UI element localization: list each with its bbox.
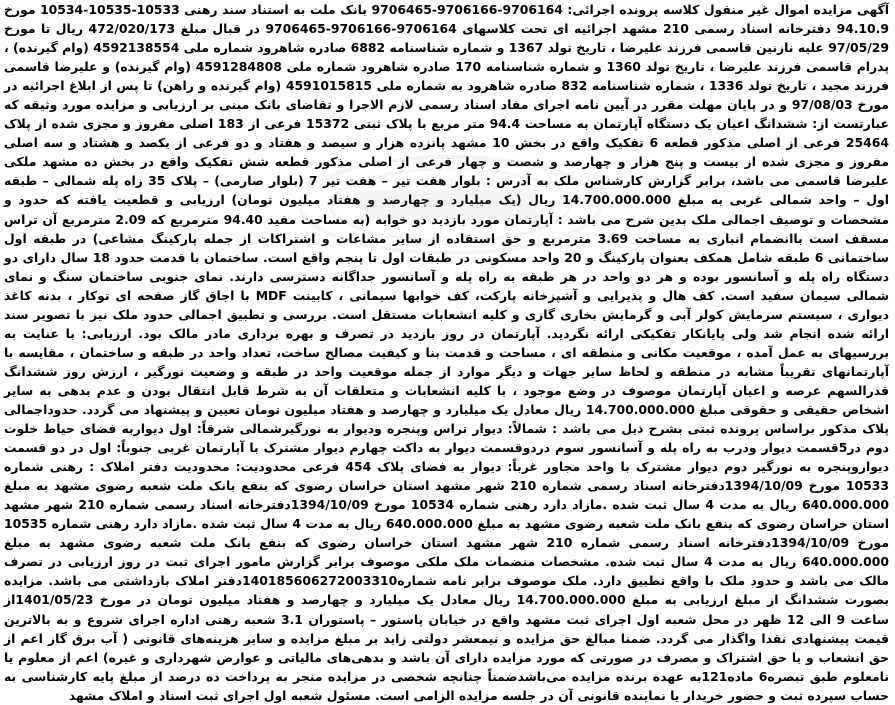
notice-body-text: آگهی مزایده اموال غیر منقول کلاسه پرونده اجرائی: 9706164-9706166-9706465 بانک ملت به استناد سند رهنی 10533-10535-10534 مورخ 94.10.9 دفترخانه اسناد رسمی 210 مشهد اجرائیه ای تحت کلاسهای 9706164-9706166-9706465 در قبال مبلغ 472/020/173 ریال تا مورخ 97/05/29 علیه نازنین قاسمی فرزند علیرضا ، تاریخ تولد 1367 و شماره شناسنامه 6882 صادره شاهرود شماره ملی 4592138554 (وام گیرنده) ، پدرام قاسمی فرزند علیرضا ، تاریخ تولد 1360 و شماره شناسنامه 170 صادره شاهرود شماره ملی 4591284808 (وام گیرنده) و علیرضا قاسمی فرزند مجید ، تاریخ تولد 1336 ، شماره شناسنامه 832 صادره شاهرود به شماره ملی 4591015815 (وام گیرنده و راهن) تا پس از ابلاغ اجرائیه در مورخ 97/08/03 و در پایان مهلت مقرر در آیین نامه اجرای مفاد اسناد رسمی لازم الاجرا و تقاضای بانک مبنی بر ارزیابی و مزایده مورد وثیقه که عبارتست از: ششدانگ اعیان یک دستگاه آپارتمان به مساحت 94.4 متر مربع با پلاک ثبتی 15372 فرعی از 183 اصلی مفروز و مجزی شده از پلاک 25464 فرعی از اصلی مذکور قطعه 6 تفکیک واقع در بخش 10 مشهد پانزده هزار و سیصد و هفتاد و دو فرعی از یکصد و هشتاد و سه اصلی مفروز و مجزی شده از بیست و پنج هزار و چهارصد و شصت و چهار فرعی از اصلی مذکور قطعه شش تفکیک واقع در بخش ده مشهد ملکی علیرضا قاسمی می باشد، برابر گزارش کارشناس ملک به آدرس : بلوار هفت تیر – هفت تیر 7 (بلوار صارمی) – پلاک 35 زاه پله شمالی – طبقه اول – واحد شمالی غربی به مبلغ 14.700.000.000 ریال (یک میلیارد و چهارصد و هفتاد میلیون تومان) ارزیابی و قطعیت یافته که حدود و مشخصات و توصیف اجمالی ملک بدین شرح می باشد : آپارتمان مورد بازدید دو خوابه (به مساحت مفید 94.40 مترمربع که 2.09 مترمربع آن تراس مسقف است باانضمام انباری به مساحت 3.69 مترمربع و حق استفاده از سایر مشاعات و اشتراکات از جمله پارکینگ مشاعی) در طبقه اول ساختمانی 6 طبقه شامل همکف بعنوان پارکینگ و 20 واحد مسکونی در طبقات اول تا پنجم واقع است. ساختمان با قدمت حدود 18 سال دارای دو دستگاه راه پله و آسانسور بوده و هر دو واحد در هر طبقه به راه پله و آسانسور جداگانه دسترسی دارند. نمای جنوبی ساختمان سنگ و نمای شمالی سیمان سفید است. کف هال و پذیرایی و آشپزخانه پارکت، کف خوابها سیمانی ، کابینت MDF با اجاق گاز صفحه ای توکار ، بدنه کاغذ دیواری ، سیستم سرمایش کولر آبی و گرمایش بخاری گازی و کلیه انشعابات مستقل است. بررسی و تطبیق اجمالی حدود ملک نیز با تصویر سند ارائه شده انجام شد ولی پایانکار تفکیکی ارائه نگردید. آپارتمان در روز بازدید در تصرف و بهره برداری مادر مالک بود. ارزیابی: با عنایت به بررسیهای به عمل آمده ، موقعیت مکانی و منطقه ای ، مساحت و قدمت بنا و کیفیت مصالح ساخت، تعداد واحد در طبقه و ساختمان ، مقایسه با آپارتمانهای تقریباً مشابه در منطقه و لحاظ سایر جهات و دیگر موارد از جمله موقعیت واحد در طبقه و وضعیت نورگیر ، ارزش روز ششدانگ قدرالسهم عرصه و اعیان آپارتمان موصوف در وضع موجود ، با کلیه انشعابات و متعلقات آن به شرط قابل انتقال بودن و عدم بدهی به سایر اشخاص حقیقی و حقوقی مبلغ 14.700.000.000 ریال معادل یک میلیارد و چهارصد و هفتاد میلیون تومان تعیین و پیشنهاد می گردد. حدوداجمالی پلاک مذکور براساس پرونده ثبتی بشرح ذیل می باشد : شمالاً: دیوار تراس وپنجره ودیوار به نورگیرشمالی شرقاً: اول دیواربه فضای حیاط خلوت دوم در5قسمت دیوار ودرب به راه پله و آسانسور سوم دردوقسمت دیوار به داکت چهارم دیوار مشترک با آپارتمان غربی جنوباً: اول در دو قسمت دیواروپنجره به نورگیر دوم دیوار مشترک با واحد مجاور غرباً: دیوار به فضای پلاک 454 فرعی محدودیت: محدودیت دفتر املاک : رهنی شماره 10533 مورخ 1394/10/09دفترخانه اسناد رسمی شماره 210 شهر مشهد استان خراسان رضوی که بنفع بانک ملت شعبه رضوی مشهد به مبلغ 640.000.000 ریال به مدت 4 سال ثبت شده .مازاد دارد رهنی شماره 10534 مورخ 1394/10/09دفترخانه اسناد رسمی شماره 210 شهر مشهد استان خراسان رضوی که بنفع بانک ملت شعبه رضوی مشهد به مبلغ 640.000.000 ریال به مدت 4 سال ثبت شده .مازاد دارد رهنی شماره 10535 مورخ 1394/10/09دفترخانه اسناد رسمی شماره 210 شهر مشهد استان خراسان رضوی که بنفع بانک ملت شعبه رضوی مشهد به مبلغ 640.000.000 ریال به مدت 4 سال ثبت شده. مشخصات منضمات ملک ملکی موصوف برابر گزارش مامور اجرای ثبت در روز ارزیابی در تصرف مالک می باشد و حدود ملک با واقع تطبیق دارد. ملک موصوف برابر نامه شماره140185606272003310دفتر املاک بازداشتی می باشد. مزایده بصورت ششدانگ از مبلغ ارزیابی به مبلغ 14.700.000.000 ریال معادل یک میلیارد و چهارصد و هفتاد میلیون تومان در مورخ 1401/05/23از ساعت 9 الی 12 ظهر در محل شعبه اول اجرای ثبت مشهد واقع در خیابان پاستور – پاستوران 3.1 شعبه رهنی اداره اجرای شروع و به بالاترین قیمت پیشنهادی نقدا واگذار می گردد. ضمنا مبالغ حق مزایده و نیمعشر دولتی زاید بر مبلغ مزایده و سایر هزینه‌های قانونی ( آب برق گاز اعم از حق انشعاب و یا حق اشتراک و مصرف در صورتی که مورد مزایده دارای آن باشد و بدهی‌های مالیاتی و عوارض شهرداری و غیره) اعم از معلوم یا نامعلوم طبق تبصره6 ماده121به عهده برنده مزایده می‌باشدضمناً چنانچه شخصی در مزایده منجر به پرداخت ده درصد از مبلغ پایه کارشناسی به حساب سپرده ثبت و حضور خریدار یا نماینده قانونی آن در جلسه مزایده الزامی است. مسئول شعبه اول اجرای ثبت اسناد و املاک مشهد [4, 2, 890, 703]
